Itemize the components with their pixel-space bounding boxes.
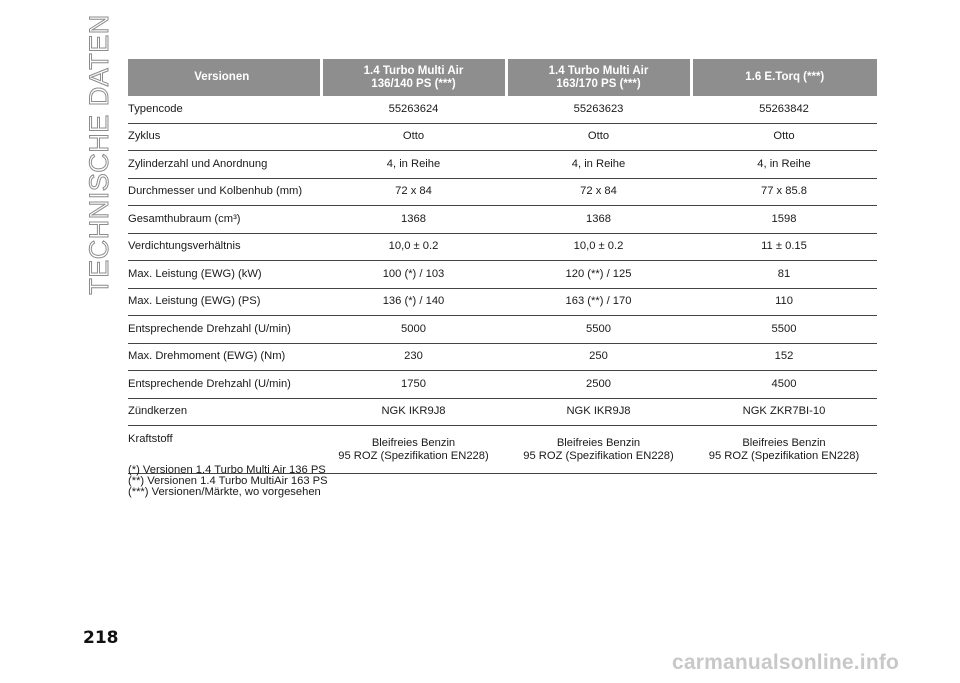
footnotes [128,465,328,498]
fuel-value-line2: 95 ROZ (Spezifikation EN228) [338,449,489,462]
footnote-3: (***) Versionen/Märkte, wo vorgesehen [128,486,321,498]
row-value: 4, in Reihe [506,151,691,179]
table-row [128,233,877,261]
fuel-value [691,426,877,474]
row-label: Max. Leistung (EWG) (PS) [128,288,321,316]
table-row [128,96,877,123]
row-label: Durchmesser und Kolbenhub (mm) [128,178,321,206]
header-column-2 [506,59,691,96]
engine-spec-table [128,59,877,474]
row-value: 4, in Reihe [321,151,506,179]
table-row [128,206,877,234]
header-col3-line1: 1.6 E.Torq (***) [745,71,825,83]
row-value: 250 [506,343,691,371]
row-value: Otto [506,123,691,151]
fuel-value-line2: 95 ROZ (Spezifikation EN228) [708,449,860,462]
row-value: 72 x 84 [321,178,506,206]
row-label: Zyklus [128,123,321,151]
row-value: 1598 [691,206,877,234]
header-col2-line2: 163/170 PS (***) [556,77,641,90]
row-value: 120 (**) / 125 [506,261,691,289]
table-row [128,178,877,206]
fuel-value-line2: 95 ROZ (Spezifikation EN228) [523,449,674,462]
table-row [128,261,877,289]
row-value: 55263842 [691,96,877,123]
row-value: NGK IKR9J8 [321,398,506,426]
row-value: 1368 [506,206,691,234]
section-title-text: TECHNISCHE DATEN [83,13,114,295]
row-value: 4500 [691,371,877,399]
row-value: 4, in Reihe [691,151,877,179]
header-col1-line1: 1.4 Turbo Multi Air [363,64,464,77]
header-col2-line1: 1.4 Turbo Multi Air [548,64,649,77]
row-label: Typencode [128,96,321,123]
row-value: 136 (*) / 140 [321,288,506,316]
row-label: Max. Leistung (EWG) (kW) [128,261,321,289]
row-value: 55263623 [506,96,691,123]
row-value: 5500 [506,316,691,344]
row-label: Verdichtungsverhältnis [128,233,321,261]
header-col1-line2: 136/140 PS (***) [371,77,456,90]
row-value: 10,0 ± 0.2 [506,233,691,261]
table-row [128,343,877,371]
row-value: 110 [691,288,877,316]
row-value: NGK IKR9J8 [506,398,691,426]
watermark: carmanualsonline.info [672,651,900,674]
row-label: Entsprechende Drehzahl (U/min) [128,371,321,399]
row-value: 5500 [691,316,877,344]
row-value: 100 (*) / 103 [321,261,506,289]
table-row [128,371,877,399]
page-number: 218 [83,628,119,648]
header-versions: Versionen [128,59,321,96]
table-header-row [128,59,877,96]
row-value: 55263624 [321,96,506,123]
row-value: 72 x 84 [506,178,691,206]
row-value: 10,0 ± 0.2 [321,233,506,261]
fuel-value-line1: Bleifreies Benzin [371,436,456,449]
row-label: Entsprechende Drehzahl (U/min) [128,316,321,344]
row-value: 1750 [321,371,506,399]
table-row [128,398,877,426]
row-value: 1368 [321,206,506,234]
row-label: Gesamthubraum (cm³) [128,206,321,234]
row-value: 11 ± 0.15 [691,233,877,261]
fuel-value-line1: Bleifreies Benzin [742,436,826,449]
header-column-1 [321,59,506,96]
fuel-value [506,426,691,474]
row-value: 81 [691,261,877,289]
row-value: 152 [691,343,877,371]
table-body [128,96,877,474]
row-value: Otto [691,123,877,151]
fuel-value-line1: Bleifreies Benzin [556,436,641,449]
header-column-3 [691,59,877,96]
fuel-value [321,426,506,474]
table-row [128,151,877,179]
row-value: 163 (**) / 170 [506,288,691,316]
row-label: Zylinderzahl und Anordnung [128,151,321,179]
table-row [128,123,877,151]
row-value: 230 [321,343,506,371]
table-row [128,288,877,316]
row-value: NGK ZKR7BI-10 [691,398,877,426]
row-value: 77 x 85.8 [691,178,877,206]
row-value: 5000 [321,316,506,344]
row-value: Otto [321,123,506,151]
footnote-2: (**) Versionen 1.4 Turbo MultiAir 163 PS [128,475,328,487]
row-value: 2500 [506,371,691,399]
footnote-1: (*) Versionen 1.4 Turbo Multi Air 136 PS [128,464,326,476]
section-side-title [82,13,116,295]
table-row [128,316,877,344]
fuel-label: Kraftstoff [128,426,321,474]
row-label: Zündkerzen [128,398,321,426]
row-label: Max. Drehmoment (EWG) (Nm) [128,343,321,371]
